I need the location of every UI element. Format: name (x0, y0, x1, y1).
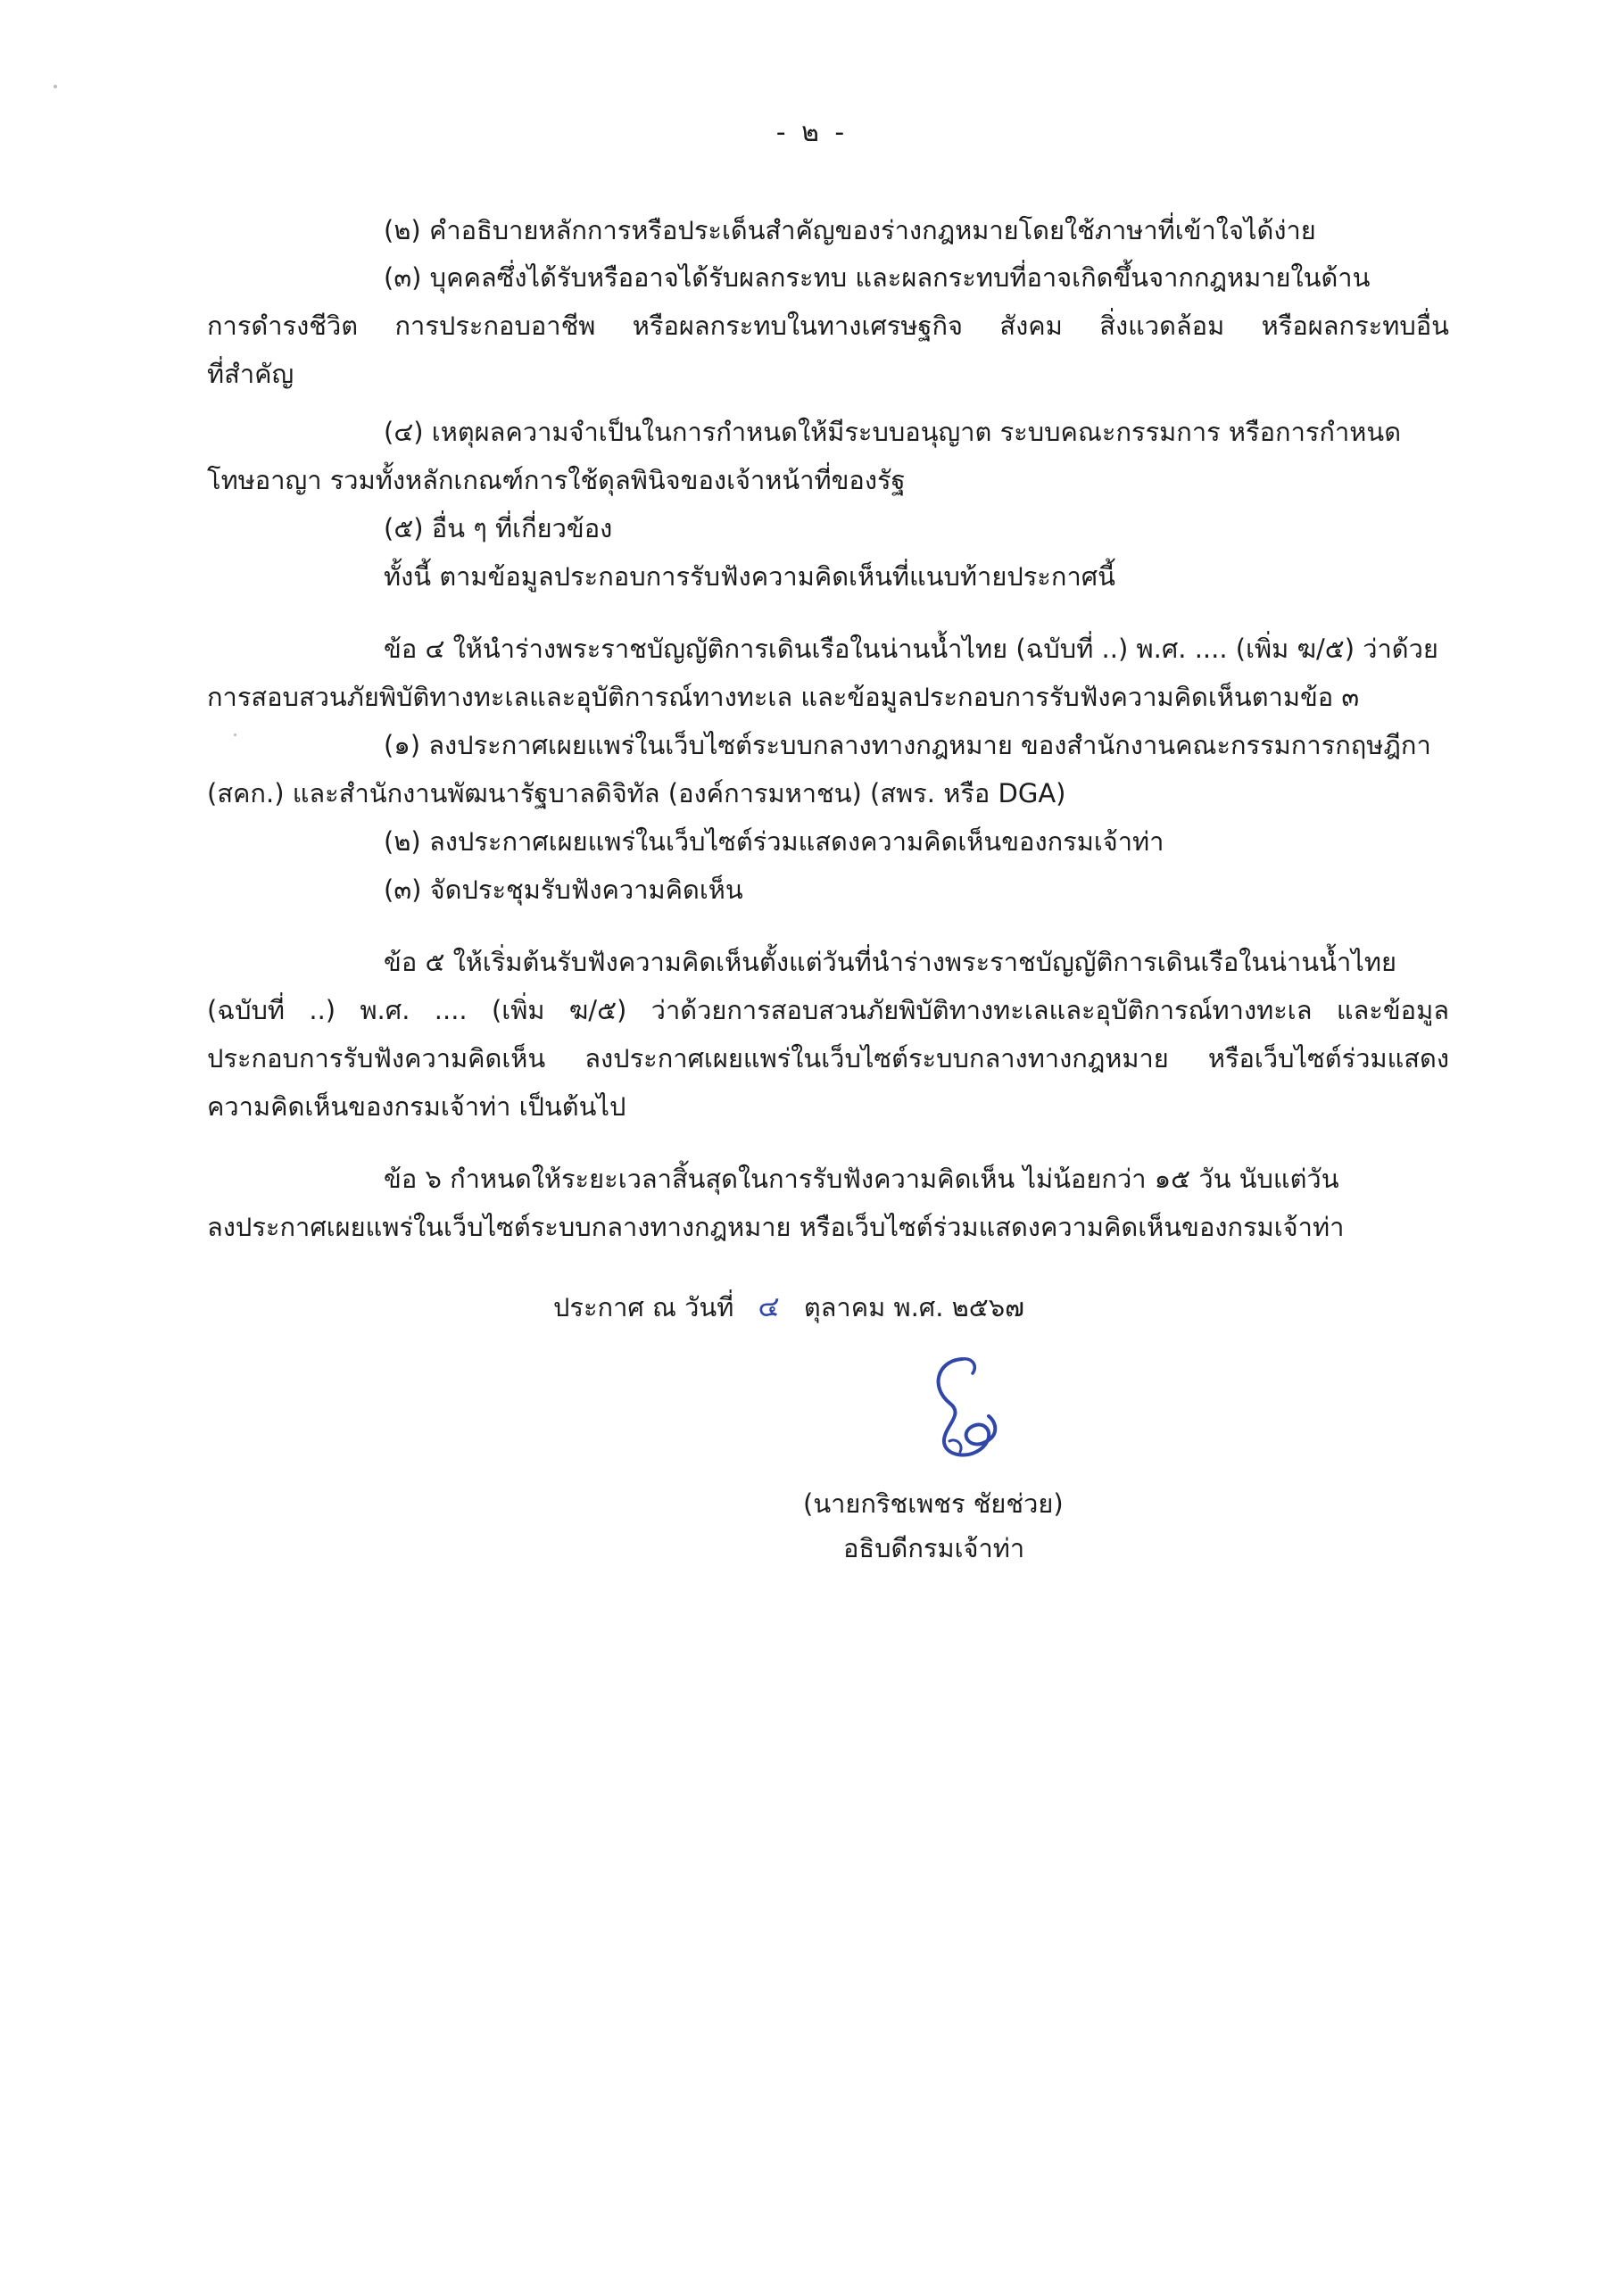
date-suffix: ตุลาคม พ.ศ. ๒๕๖๗ (803, 1292, 1024, 1322)
item-3-line-1: (๓) บุคคลซึ่งได้รับหรืออาจได้รับผลกระทบ และผลกระทบที่อาจเกิดขึ้นจากกฎหมายในด้าน (384, 262, 1371, 293)
signer-name: (นายกริชเพชร ชัยช่วย) (803, 1488, 1064, 1519)
item-3-line-3: ที่สำคัญ (207, 359, 294, 389)
clause-6-line-2: ลงประกาศเผยแพร่ในเว็บไซต์ระบบกลางทางกฎหมาย หรือเว็บไซต์ร่วมแสดงความคิดเห็นของกรมเจ้าท่า (207, 1212, 1345, 1242)
clause-4-item-1-line-1: (๑) ลงประกาศเผยแพร่ในเว็บไซต์ระบบกลางทางกฎหมาย ของสำนักงานคณะกรรมการกฤษฎีกา (384, 730, 1431, 760)
item-4-line-2: โทษอาญา รวมทั้งหลักเกณฑ์การใช้ดุลพินิจของเจ้าหน้าที่ของรัฐ (207, 465, 906, 495)
signer-title: อธิบดีกรมเจ้าท่า (843, 1533, 1025, 1563)
item-5-line: (๕) อื่น ๆ ที่เกี่ยวข้อง (384, 513, 613, 543)
clause-5-line-1: ข้อ ๕ ให้เริ่มต้นรับฟังความคิดเห็นตั้งแต่วันที่นำร่างพระราชบัญญัติการเดินเรือในน่านน้ำไทย (384, 947, 1396, 977)
clause-4-item-2: (๒) ลงประกาศเผยแพร่ในเว็บไซต์ร่วมแสดงความคิดเห็นของกรมเจ้าท่า (384, 826, 1164, 857)
scan-speck (234, 734, 236, 736)
note-line: ทั้งนี้ ตามข้อมูลประกอบการรับฟังความคิดเห็นที่แนบท้ายประกาศนี้ (384, 561, 1115, 592)
page-number: - ๒ - (775, 117, 849, 148)
clause-5-line-4: ความคิดเห็นของกรมเจ้าท่า เป็นต้นไป (207, 1091, 626, 1122)
clause-4-line-1: ข้อ ๔ ให้นำร่างพระราชบัญญัติการเดินเรือในน่านน้ำไทย (ฉบับที่ ..) พ.ศ. .... (เพิ่ม ฆ/๕) ว่าด้วย (384, 634, 1438, 664)
item-4-line-1: (๔) เหตุผลความจำเป็นในการกำหนดให้มีระบบอนุญาต ระบบคณะกรรมการ หรือการกำหนด (384, 417, 1402, 447)
scan-speck (54, 85, 57, 88)
announcement-date (553, 1289, 1024, 1325)
clause-4-item-3: (๓) จัดประชุมรับฟังความคิดเห็น (384, 874, 743, 905)
date-prefix: ประกาศ ณ วันที่ (553, 1292, 734, 1322)
date-day-handwritten: ๔ (758, 1289, 780, 1323)
signature-icon (910, 1352, 1017, 1468)
clause-5-line-3: ประกอบการรับฟังความคิดเห็น ลงประกาศเผยแพร่ในเว็บไซต์ระบบกลางทางกฎหมาย หรือเว็บไซต์ร่วมแสดง (207, 1043, 1449, 1073)
item-3-line-2: การดำรงชีวิต การประกอบอาชีพ หรือผลกระทบในทางเศรษฐกิจ สังคม สิ่งแวดล้อม หรือผลกระทบอื่น (207, 311, 1449, 341)
clause-5-line-2: (ฉบับที่ ..) พ.ศ. .... (เพิ่ม ฆ/๕) ว่าด้วยการสอบสวนภัยพิบัติทางทะเลและอุบัติการณ์ทางทะเล และข้อมูล (207, 995, 1449, 1025)
clause-6-line-1: ข้อ ๖ กำหนดให้ระยะเวลาสิ้นสุดในการรับฟังความคิดเห็น ไม่น้อยกว่า ๑๕ วัน นับแต่วัน (384, 1164, 1339, 1194)
item-2-line: (๒) คำอธิบายหลักการหรือประเด็นสำคัญของร่างกฎหมายโดยใช้ภาษาที่เข้าใจได้ง่าย (384, 215, 1316, 245)
clause-4-item-1-line-2: (สคก.) และสำนักงานพัฒนารัฐบาลดิจิทัล (องค์การมหาชน) (สพร. หรือ DGA) (207, 778, 1066, 808)
clause-4-line-2: การสอบสวนภัยพิบัติทางทะเลและอุบัติการณ์ทางทะเล และข้อมูลประกอบการรับฟังความคิดเห็นตามข้อ ๓ (207, 682, 1360, 712)
